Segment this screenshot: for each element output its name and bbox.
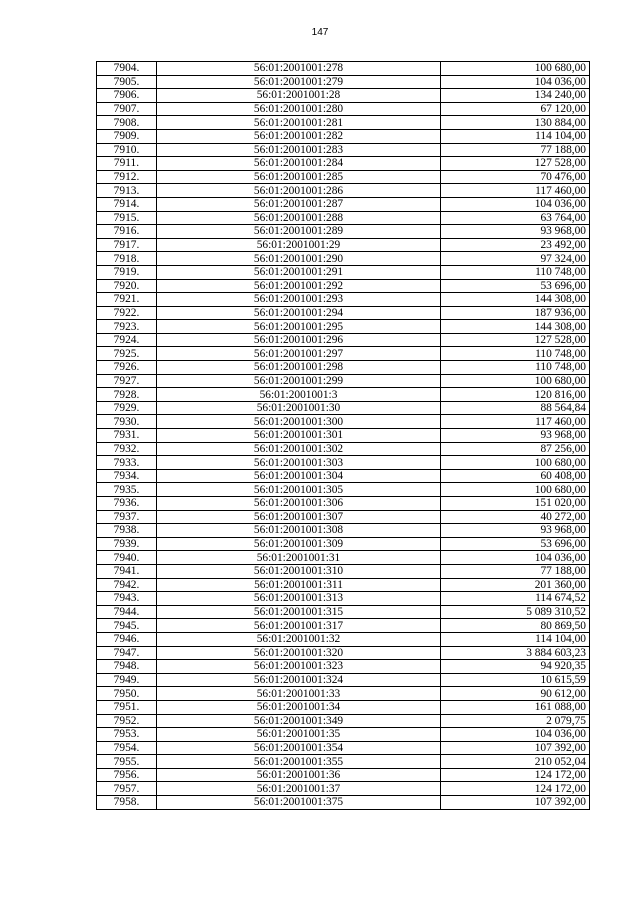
cadastral-number-cell: 56:01:2001001:279 [157,75,441,89]
table-row [97,768,590,782]
row-number-cell: 7919. [97,265,157,279]
cadastral-value-cell: 97 324,00 [441,252,590,266]
cadastral-number-cell: 56:01:2001001:298 [157,361,441,375]
cadastral-value-cell: 23 492,00 [441,238,590,252]
cadastral-value-cell: 67 120,00 [441,102,590,116]
row-number-cell: 7935. [97,483,157,497]
row-number-cell: 7937. [97,510,157,524]
table-row [97,238,590,252]
cadastral-value-cell: 210 052,04 [441,755,590,769]
row-number-cell: 7953. [97,728,157,742]
row-number-cell: 7934. [97,469,157,483]
cadastral-value-cell: 201 360,00 [441,578,590,592]
table-row [97,524,590,538]
table-row [97,687,590,701]
row-number-cell: 7931. [97,429,157,443]
row-number-cell: 7916. [97,225,157,239]
cadastral-number-cell: 56:01:2001001:292 [157,279,441,293]
table-row [97,197,590,211]
cadastral-number-cell: 56:01:2001001:37 [157,782,441,796]
row-number-cell: 7955. [97,755,157,769]
cadastral-value-cell: 114 104,00 [441,632,590,646]
table-row [97,728,590,742]
table-row [97,632,590,646]
cadastral-number-cell: 56:01:2001001:303 [157,456,441,470]
cadastral-number-cell: 56:01:2001001:305 [157,483,441,497]
cadastral-number-cell: 56:01:2001001:308 [157,524,441,538]
table-row [97,700,590,714]
row-number-cell: 7954. [97,741,157,755]
cadastral-number-cell: 56:01:2001001:301 [157,429,441,443]
cadastral-value-cell: 104 036,00 [441,728,590,742]
row-number-cell: 7933. [97,456,157,470]
cadastral-number-cell: 56:01:2001001:313 [157,592,441,606]
cadastral-number-cell: 56:01:2001001:29 [157,238,441,252]
cadastral-value-cell: 187 936,00 [441,306,590,320]
cadastral-value-cell: 130 884,00 [441,116,590,130]
cadastral-value-cell: 2 079,75 [441,714,590,728]
cadastral-value-cell: 127 528,00 [441,157,590,171]
cadastral-value-cell: 63 764,00 [441,211,590,225]
cadastral-number-cell: 56:01:2001001:34 [157,700,441,714]
cadastral-value-cell: 110 748,00 [441,347,590,361]
table-row [97,75,590,89]
table-row [97,619,590,633]
row-number-cell: 7910. [97,143,157,157]
cadastral-number-cell: 56:01:2001001:299 [157,374,441,388]
cadastral-value-cell: 90 612,00 [441,687,590,701]
row-number-cell: 7915. [97,211,157,225]
cadastral-number-cell: 56:01:2001001:300 [157,415,441,429]
cadastral-number-cell: 56:01:2001001:311 [157,578,441,592]
row-number-cell: 7924. [97,333,157,347]
cadastral-value-cell: 127 528,00 [441,333,590,347]
cadastral-value-cell: 100 680,00 [441,62,590,76]
table-row [97,660,590,674]
table-row [97,211,590,225]
table-row [97,89,590,103]
row-number-cell: 7946. [97,632,157,646]
cadastral-value-cell: 124 172,00 [441,768,590,782]
cadastral-value-cell: 94 920,35 [441,660,590,674]
row-number-cell: 7943. [97,592,157,606]
cadastral-number-cell: 56:01:2001001:315 [157,605,441,619]
table-row [97,796,590,810]
cadastral-number-cell: 56:01:2001001:295 [157,320,441,334]
cadastral-value-cell: 93 968,00 [441,225,590,239]
cadastral-number-cell: 56:01:2001001:306 [157,497,441,511]
cadastral-value-cell: 161 088,00 [441,700,590,714]
row-number-cell: 7905. [97,75,157,89]
table-row [97,116,590,130]
cadastral-value-cell: 117 460,00 [441,415,590,429]
cadastral-number-cell: 56:01:2001001:310 [157,564,441,578]
cadastral-number-cell: 56:01:2001001:354 [157,741,441,755]
row-number-cell: 7945. [97,619,157,633]
table-row [97,157,590,171]
cadastral-value-cell: 107 392,00 [441,796,590,810]
table-row [97,143,590,157]
row-number-cell: 7932. [97,442,157,456]
table-row [97,442,590,456]
table-row [97,564,590,578]
cadastral-value-cell: 114 674,52 [441,592,590,606]
cadastral-value-cell: 134 240,00 [441,89,590,103]
row-number-cell: 7929. [97,401,157,415]
cadastral-value-cell: 3 884 603,23 [441,646,590,660]
row-number-cell: 7907. [97,102,157,116]
row-number-cell: 7908. [97,116,157,130]
cadastral-number-cell: 56:01:2001001:288 [157,211,441,225]
cadastral-number-cell: 56:01:2001001:317 [157,619,441,633]
cadastral-number-cell: 56:01:2001001:36 [157,768,441,782]
cadastral-value-cell: 87 256,00 [441,442,590,456]
row-number-cell: 7914. [97,197,157,211]
table-row [97,646,590,660]
cadastral-value-cell: 100 680,00 [441,483,590,497]
cadastral-number-cell: 56:01:2001001:355 [157,755,441,769]
row-number-cell: 7927. [97,374,157,388]
cadastral-value-cell: 144 308,00 [441,293,590,307]
cadastral-value-cell: 80 869,50 [441,619,590,633]
cadastral-value-cell: 40 272,00 [441,510,590,524]
row-number-cell: 7936. [97,497,157,511]
table-row [97,265,590,279]
table-row [97,102,590,116]
cadastral-number-cell: 56:01:2001001:324 [157,673,441,687]
cadastral-value-cell: 151 020,00 [441,497,590,511]
cadastral-value-cell: 110 748,00 [441,265,590,279]
cadastral-number-cell: 56:01:2001001:283 [157,143,441,157]
cadastral-number-cell: 56:01:2001001:307 [157,510,441,524]
row-number-cell: 7918. [97,252,157,266]
row-number-cell: 7949. [97,673,157,687]
row-number-cell: 7942. [97,578,157,592]
cadastral-number-cell: 56:01:2001001:349 [157,714,441,728]
table-row [97,279,590,293]
cadastral-value-cell: 77 188,00 [441,564,590,578]
table-row [97,510,590,524]
cadastral-number-cell: 56:01:2001001:296 [157,333,441,347]
table-row [97,755,590,769]
table-row [97,252,590,266]
cadastral-number-cell: 56:01:2001001:309 [157,537,441,551]
row-number-cell: 7938. [97,524,157,538]
table-row [97,714,590,728]
page-number: 147 [311,27,329,38]
row-number-cell: 7952. [97,714,157,728]
cadastral-number-cell: 56:01:2001001:31 [157,551,441,565]
cadastral-number-cell: 56:01:2001001:30 [157,401,441,415]
row-number-cell: 7909. [97,129,157,143]
cadastral-number-cell: 56:01:2001001:293 [157,293,441,307]
row-number-cell: 7904. [97,62,157,76]
row-number-cell: 7928. [97,388,157,402]
row-number-cell: 7925. [97,347,157,361]
table-row [97,347,590,361]
cadastral-number-cell: 56:01:2001001:304 [157,469,441,483]
row-number-cell: 7958. [97,796,157,810]
table-row [97,551,590,565]
table-row [97,415,590,429]
table-row [97,497,590,511]
row-number-cell: 7926. [97,361,157,375]
table-row [97,361,590,375]
table-row [97,293,590,307]
cadastral-number-cell: 56:01:2001001:320 [157,646,441,660]
cadastral-number-cell: 56:01:2001001:287 [157,197,441,211]
cadastral-value-cell: 53 696,00 [441,279,590,293]
cadastral-value-cell: 104 036,00 [441,551,590,565]
cadastral-number-cell: 56:01:2001001:289 [157,225,441,239]
table-row [97,306,590,320]
cadastral-number-cell: 56:01:2001001:290 [157,252,441,266]
cadastral-value-cell: 107 392,00 [441,741,590,755]
cadastral-number-cell: 56:01:2001001:375 [157,796,441,810]
row-number-cell: 7940. [97,551,157,565]
table-row [97,782,590,796]
table-row [97,401,590,415]
cadastral-value-table [96,61,590,810]
row-number-cell: 7917. [97,238,157,252]
table-row [97,537,590,551]
cadastral-number-cell: 56:01:2001001:281 [157,116,441,130]
cadastral-value-cell: 124 172,00 [441,782,590,796]
row-number-cell: 7930. [97,415,157,429]
row-number-cell: 7922. [97,306,157,320]
cadastral-value-cell: 93 968,00 [441,524,590,538]
row-number-cell: 7947. [97,646,157,660]
row-number-cell: 7906. [97,89,157,103]
cadastral-value-cell: 120 816,00 [441,388,590,402]
table-body [97,62,590,810]
table-row [97,374,590,388]
cadastral-value-cell: 53 696,00 [441,537,590,551]
table-row [97,673,590,687]
cadastral-number-cell: 56:01:2001001:33 [157,687,441,701]
row-number-cell: 7956. [97,768,157,782]
cadastral-value-cell: 93 968,00 [441,429,590,443]
cadastral-number-cell: 56:01:2001001:278 [157,62,441,76]
cadastral-value-cell: 110 748,00 [441,361,590,375]
cadastral-value-cell: 77 188,00 [441,143,590,157]
table-row [97,605,590,619]
table-row [97,333,590,347]
cadastral-value-cell: 70 476,00 [441,170,590,184]
table-row [97,225,590,239]
cadastral-value-cell: 100 680,00 [441,374,590,388]
row-number-cell: 7948. [97,660,157,674]
cadastral-number-cell: 56:01:2001001:323 [157,660,441,674]
cadastral-number-cell: 56:01:2001001:35 [157,728,441,742]
row-number-cell: 7913. [97,184,157,198]
cadastral-number-cell: 56:01:2001001:282 [157,129,441,143]
cadastral-number-cell: 56:01:2001001:280 [157,102,441,116]
cadastral-number-cell: 56:01:2001001:286 [157,184,441,198]
cadastral-number-cell: 56:01:2001001:297 [157,347,441,361]
row-number-cell: 7921. [97,293,157,307]
table-row [97,456,590,470]
row-number-cell: 7957. [97,782,157,796]
cadastral-value-cell: 104 036,00 [441,197,590,211]
row-number-cell: 7923. [97,320,157,334]
row-number-cell: 7950. [97,687,157,701]
cadastral-value-cell: 114 104,00 [441,129,590,143]
table-row [97,184,590,198]
cadastral-value-cell: 144 308,00 [441,320,590,334]
cadastral-number-cell: 56:01:2001001:291 [157,265,441,279]
table-row [97,592,590,606]
cadastral-number-cell: 56:01:2001001:284 [157,157,441,171]
cadastral-number-cell: 56:01:2001001:294 [157,306,441,320]
cadastral-value-cell: 10 615,59 [441,673,590,687]
table-row [97,129,590,143]
row-number-cell: 7951. [97,700,157,714]
table-row [97,483,590,497]
table-row [97,578,590,592]
cadastral-value-cell: 88 564,84 [441,401,590,415]
table-row [97,741,590,755]
cadastral-value-cell: 117 460,00 [441,184,590,198]
table-row [97,62,590,76]
row-number-cell: 7941. [97,564,157,578]
table-row [97,388,590,402]
cadastral-number-cell: 56:01:2001001:285 [157,170,441,184]
cadastral-number-cell: 56:01:2001001:28 [157,89,441,103]
row-number-cell: 7912. [97,170,157,184]
table-row [97,429,590,443]
cadastral-value-cell: 5 089 310,52 [441,605,590,619]
row-number-cell: 7944. [97,605,157,619]
table-row [97,320,590,334]
row-number-cell: 7911. [97,157,157,171]
cadastral-number-cell: 56:01:2001001:302 [157,442,441,456]
row-number-cell: 7920. [97,279,157,293]
table-row [97,170,590,184]
table-row [97,469,590,483]
row-number-cell: 7939. [97,537,157,551]
cadastral-value-cell: 100 680,00 [441,456,590,470]
cadastral-value-cell: 104 036,00 [441,75,590,89]
cadastral-value-cell: 60 408,00 [441,469,590,483]
cadastral-number-cell: 56:01:2001001:3 [157,388,441,402]
cadastral-number-cell: 56:01:2001001:32 [157,632,441,646]
